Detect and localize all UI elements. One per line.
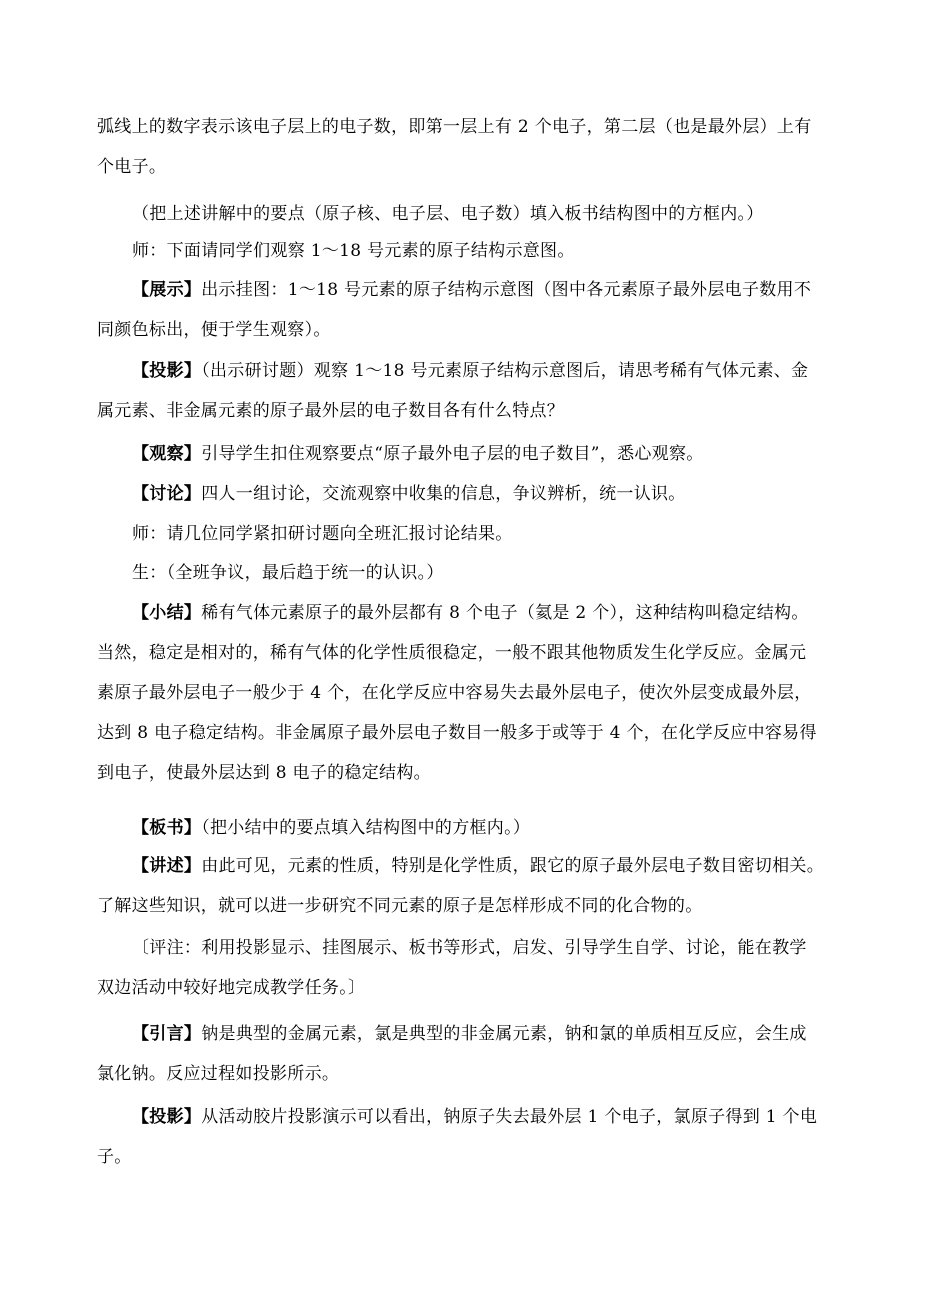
text-line: 个电子。 xyxy=(97,157,167,177)
paragraph-summary xyxy=(97,593,857,793)
section-tag: 【讨论】 xyxy=(132,484,202,504)
text-line xyxy=(97,434,857,474)
text-line: 达到 8 电子稳定结构。非金属原子最外层电子数目一般多于或等于 4 个，在化学反应中容易得 xyxy=(97,723,817,743)
section-tag: 【讲述】 xyxy=(132,856,202,876)
text-fragment: 稀有气体元素原子的最外层都有 8 个电子（氦是 2 个），这种结构叫稳定结构。 xyxy=(201,603,809,623)
text-line: 生：（全班争议，最后趋于统一的认识。） xyxy=(132,563,444,583)
paragraph-projection-question xyxy=(97,351,857,431)
section-tag: 【小结】 xyxy=(132,603,202,623)
section-tag: 【展示】 xyxy=(132,280,202,300)
paragraph-student xyxy=(97,553,857,593)
text-fragment: 由此可见，元素的性质，特别是化学性质，跟它的原子最外层电子数目密切相关。 xyxy=(201,856,825,876)
text-fragment: 从活动胶片投影演示可以看出，钠原子失去最外层 1 个电子，氯原子得到 1 个电 xyxy=(201,1107,818,1127)
section-tag: 【观察】 xyxy=(132,444,202,464)
paragraph-narration xyxy=(97,846,857,926)
text-line xyxy=(97,351,857,391)
text-line: 双边活动中较好地完成教学任务。〕 xyxy=(97,978,366,998)
text-line xyxy=(97,1014,857,1054)
text-fragment: 引导学生扣住观察要点“原子最外电子层的电子数目”，悉心观察。 xyxy=(201,444,704,464)
paragraph-commentary xyxy=(97,928,857,1008)
text-line xyxy=(97,474,857,514)
section-tag: 【引言】 xyxy=(132,1024,202,1044)
text-line: 当然，稳定是相对的，稀有气体的化学性质很稳定，一般不跟其他物质发生化学反应。金属元 xyxy=(97,643,807,663)
section-tag: 【投影】 xyxy=(132,361,202,381)
paragraph-board-fill xyxy=(97,194,857,234)
text-fragment: 出示挂图：1～18 号元素的原子结构示意图（图中各元素原子最外层电子数用不 xyxy=(201,280,812,300)
paragraph-observe xyxy=(97,434,857,474)
paragraph-electron-shell-note xyxy=(97,107,857,187)
section-tag: 【投影】 xyxy=(132,1107,202,1127)
text-line xyxy=(97,1097,857,1137)
text-line xyxy=(97,270,857,310)
text-line: 弧线上的数字表示该电子层上的电子数，即第一层上有 2 个电子，第二层（也是最外层）上有 xyxy=(97,117,812,137)
text-line: （把上述讲解中的要点（原子核、电子层、电子数）填入板书结构图中的方框内。） xyxy=(132,204,764,224)
text-line: 子。 xyxy=(97,1147,132,1167)
paragraph-teacher-report xyxy=(97,514,857,554)
text-line: 师：下面请同学们观察 1～18 号元素的原子结构示意图。 xyxy=(132,241,575,261)
text-line: 师：请几位同学紧扣研讨题向全班汇报讨论结果。 xyxy=(132,524,513,544)
section-tag: 【板书】 xyxy=(132,818,202,838)
text-line: 到电子，使最外层达到 8 电子的稳定结构。 xyxy=(97,763,431,783)
text-fragment: 钠是典型的金属元素，氯是典型的非金属元素，钠和氯的单质相互反应，会生成 xyxy=(201,1024,807,1044)
paragraph-projection-result xyxy=(97,1097,857,1177)
paragraph-introduction xyxy=(97,1014,857,1094)
text-line: 同颜色标出，便于学生观察）。 xyxy=(97,320,331,340)
text-fragment: 四人一组讨论，交流观察中收集的信息，争议辨析，统一认识。 xyxy=(201,484,686,504)
text-line: 了解这些知识，就可以进一步研究不同元素的原子是怎样形成不同的化合物的。 xyxy=(97,896,703,916)
text-line: 素原子最外层电子一般少于 4 个，在化学反应中容易失去最外层电子，使次外层变成最外层， xyxy=(97,683,812,703)
text-line xyxy=(97,593,857,633)
paragraph-teacher-observe xyxy=(97,231,857,271)
text-line: 〔评注：利用投影显示、挂图展示、板书等形式，启发、引导学生自学、讨论，能在教学 xyxy=(132,938,807,958)
text-line: 属元素、非金属元素的原子最外层的电子数目各有什么特点？ xyxy=(97,401,565,421)
text-fragment: （把小结中的要点填入结构图中的方框内。） xyxy=(201,818,531,838)
paragraph-board-writing xyxy=(97,808,857,848)
text-fragment: （出示研讨题）观察 1～18 号元素原子结构示意图后，请思考稀有气体元素、金 xyxy=(201,361,809,381)
text-line xyxy=(97,808,857,848)
text-line: 氯化钠。反应过程如投影所示。 xyxy=(97,1064,340,1084)
text-line xyxy=(97,846,857,886)
paragraph-display xyxy=(97,270,857,350)
paragraph-discussion xyxy=(97,474,857,514)
